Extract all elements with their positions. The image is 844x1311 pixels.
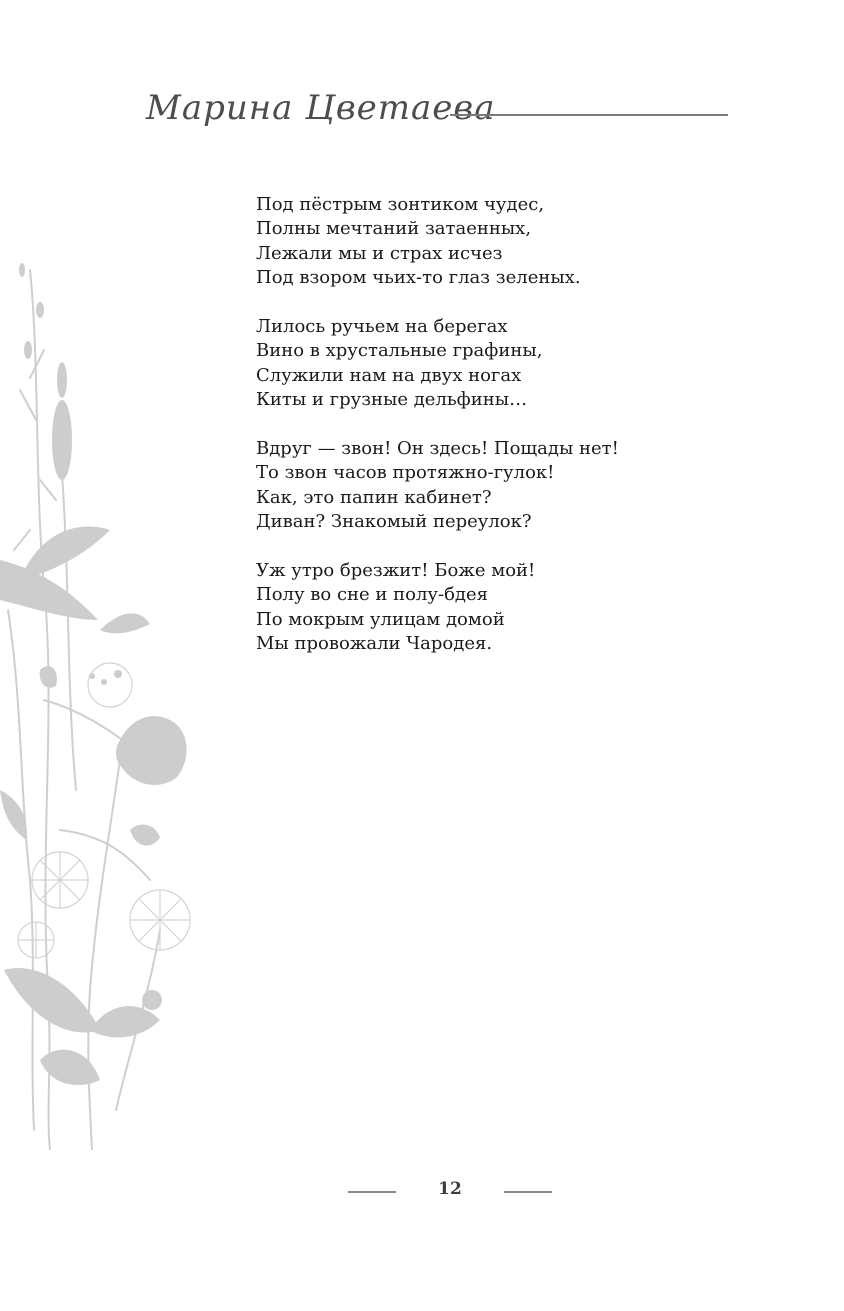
poem-line: Под пёстрым зонтиком чудес,	[256, 194, 545, 215]
poem-line: Киты и грузные дельфины…	[256, 389, 528, 411]
poem-line: Служили нам на двух ногах	[256, 364, 522, 386]
poem-line: Под взором чьих-то глаз зеленых.	[256, 267, 581, 289]
running-header	[140, 84, 730, 144]
poem-line: Лежали мы и страх исчез	[256, 242, 503, 264]
stanza	[256, 315, 696, 413]
stanza	[256, 437, 696, 535]
poem-line: Диван? Знакомый переулок?	[256, 511, 532, 533]
poem-body	[256, 193, 696, 681]
poem-line: То звон часов протяжно-гулок!	[256, 462, 555, 484]
poem-line: Вдруг — звон! Он здесь! Пощады нет!	[256, 438, 619, 460]
poem-line: Лилось ручьем на берегах	[256, 316, 508, 338]
poem-line: Как, это папин кабинет?	[256, 486, 492, 508]
wildflowers-illustration	[0, 230, 230, 1150]
poem-line: Вино в хрустальные графины,	[256, 340, 543, 362]
stanza	[256, 559, 696, 657]
footer-rule-right	[504, 1191, 552, 1193]
poem-line: Полу во сне и полу-бдея	[256, 584, 489, 606]
page-number: 12	[438, 1179, 462, 1199]
poem-line: Полны мечтаний затаенных,	[256, 218, 532, 240]
header-rule	[450, 114, 728, 116]
author-name: Марина Цветаева	[146, 88, 496, 128]
stanza	[256, 193, 696, 291]
page-footer	[348, 1177, 552, 1207]
poem-line: Мы провожали Чародея.	[256, 633, 493, 655]
poem-line: По мокрым улицам домой	[256, 608, 505, 630]
poem-line: Уж утро брезжит! Боже мой!	[256, 560, 536, 582]
